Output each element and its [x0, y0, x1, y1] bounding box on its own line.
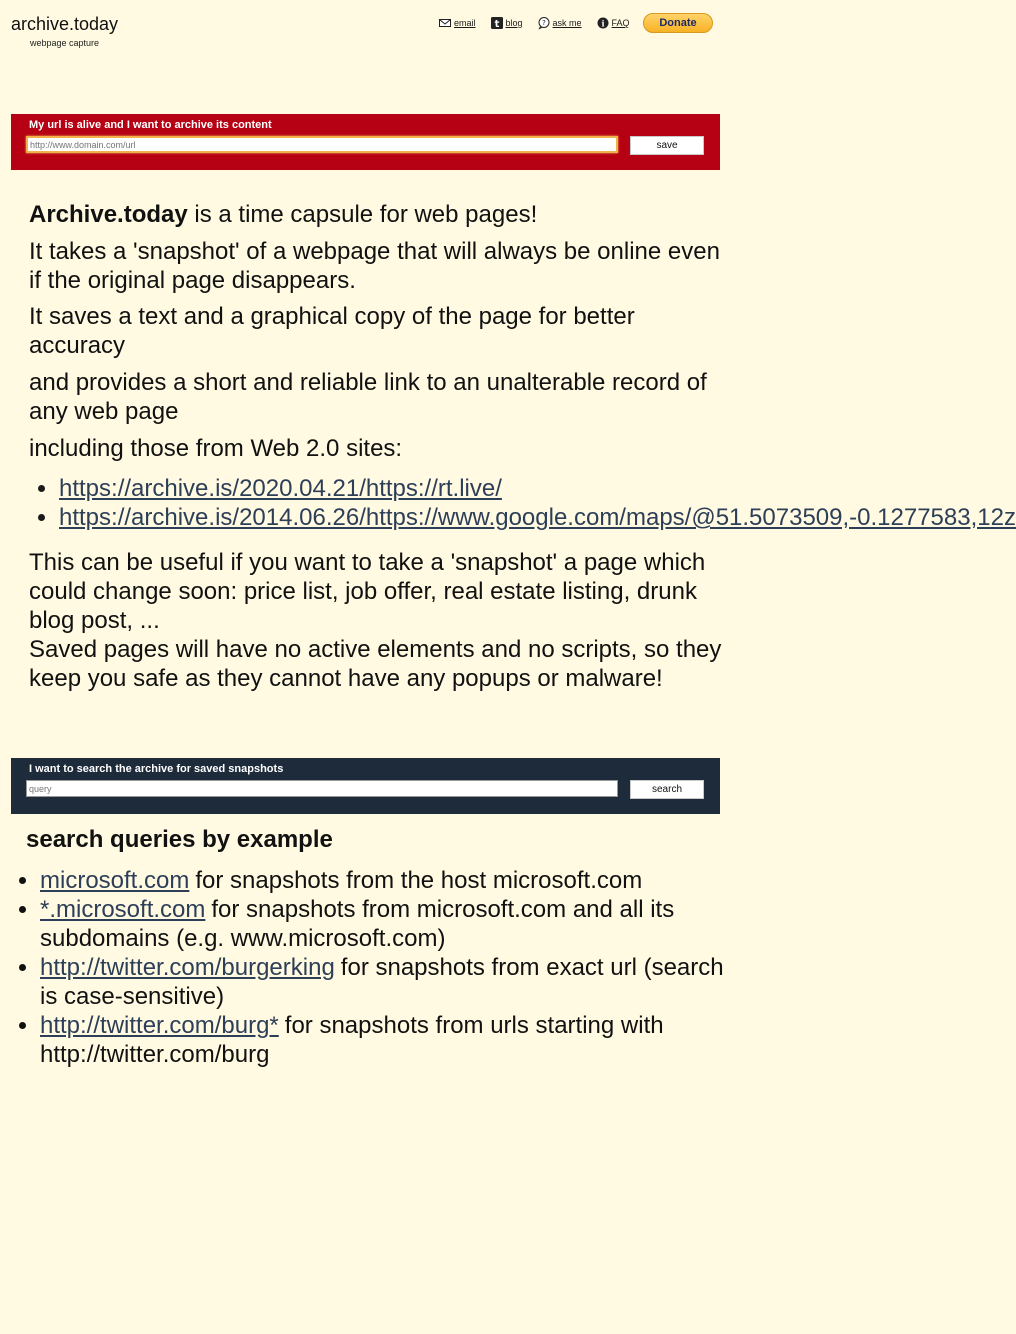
svg-text:?: ?: [541, 19, 546, 27]
intro-line4: and provides a short and reliable link to an unalterable record of any web page: [29, 369, 707, 425]
info-icon: [597, 17, 609, 29]
intro-brand: Archive.today: [29, 201, 188, 228]
list-item: [59, 503, 1016, 532]
intro-line2: It takes a 'snapshot' of a webpage that will always be online even if the original page disappears.: [29, 238, 720, 294]
svg-text:t: t: [494, 19, 499, 30]
list-item: [40, 953, 730, 1011]
example-link-1[interactable]: https://archive.is/2020.04.21/https://rt.live/: [59, 475, 502, 502]
brand: [11, 13, 118, 48]
nav-faq-label: FAQ: [611, 18, 630, 28]
question-bubble-icon: [538, 17, 550, 29]
nav-askme[interactable]: [538, 17, 582, 29]
site-title[interactable]: archive.today: [11, 14, 119, 34]
save-panel: [11, 114, 720, 170]
example-query-link[interactable]: *.microsoft.com: [40, 896, 206, 923]
list-item: [40, 895, 730, 953]
intro-text: [29, 200, 729, 463]
svg-text:i: i: [601, 18, 605, 29]
search-input[interactable]: [26, 780, 618, 797]
list-item: [40, 1011, 730, 1069]
intro-line3: It saves a text and a graphical copy of the page for better accuracy: [29, 303, 635, 359]
example-query-desc: for snapshots from urls starting with http://twitter.com/burg: [40, 1012, 664, 1068]
examples-list: [10, 866, 730, 1069]
example-query-desc: for snapshots from the host microsoft.com: [195, 867, 643, 894]
nav-faq[interactable]: [597, 17, 630, 29]
nav-blog-label: blog: [505, 18, 523, 28]
intro-line1: is a time capsule for web pages!: [187, 201, 538, 228]
site-subtitle: webpage capture: [30, 38, 100, 48]
search-panel-label: I want to search the archive for saved snapshots: [29, 763, 284, 775]
nav-email-label: email: [454, 18, 476, 28]
useful-para-2: Saved pages will have no active elements and no scripts, so they keep you safe as they cannot have any popups or malware!: [29, 636, 722, 692]
nav-blog[interactable]: [491, 17, 523, 29]
tumblr-icon: [491, 17, 503, 29]
donate-button[interactable]: Donate: [643, 13, 713, 33]
example-query-desc: for snapshots from microsoft.com and all its subdomains (e.g. www.microsoft.com): [40, 896, 675, 952]
list-item: [40, 866, 730, 895]
save-panel-label: My url is alive and I want to archive its content: [29, 119, 272, 131]
top-nav: [439, 14, 645, 32]
example-query-link[interactable]: microsoft.com: [40, 867, 190, 894]
nav-email[interactable]: [439, 17, 476, 29]
example-query-link[interactable]: http://twitter.com/burg*: [40, 1012, 279, 1039]
example-links-list: [29, 474, 1016, 532]
examples-title: search queries by example: [26, 826, 333, 853]
envelope-icon: [439, 17, 451, 29]
search-button[interactable]: search: [630, 780, 704, 799]
useful-text: [29, 548, 729, 693]
list-item: [59, 474, 750, 503]
example-query-desc: for snapshots from exact url (search is case-sensitive): [40, 954, 724, 1010]
save-button[interactable]: save: [630, 136, 704, 155]
useful-para-1: This can be useful if you want to take a 'snapshot' a page which could change soon: price list, job offer, real estate listing, drunk blog post, ...: [29, 549, 706, 634]
example-query-link[interactable]: http://twitter.com/burgerking: [40, 954, 335, 981]
nav-askme-label: ask me: [552, 18, 582, 28]
intro-line5: including those from Web 2.0 sites:: [29, 435, 403, 462]
search-panel: [11, 758, 720, 814]
url-input[interactable]: [26, 136, 618, 153]
example-link-2[interactable]: https://archive.is/2014.06.26/https://www.google.com/maps/@51.5073509,-0.1277583,12z: [59, 504, 1016, 531]
